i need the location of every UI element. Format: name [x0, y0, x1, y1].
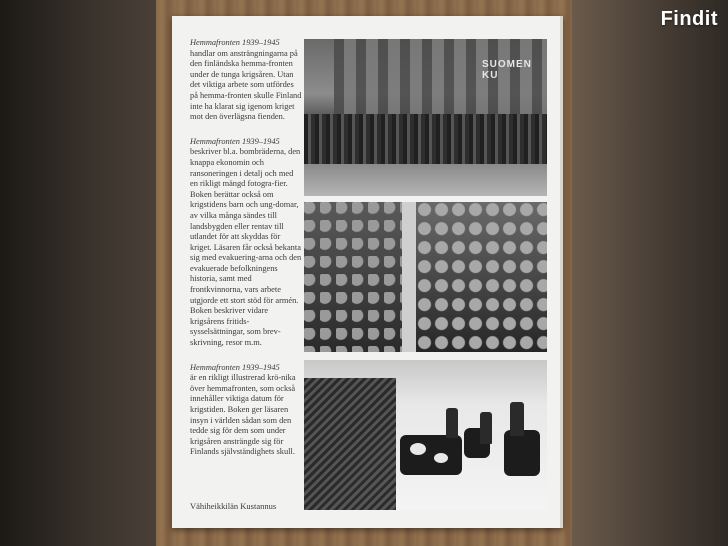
background-left: [0, 0, 156, 546]
paragraph-title: Hemmafronten 1939–1945: [190, 38, 280, 47]
blurb-paragraph-3: [190, 363, 302, 458]
photo-doorway: [402, 202, 416, 352]
photo-street: [304, 164, 547, 196]
person-figure: [446, 408, 458, 438]
photo-women-group: [304, 202, 547, 352]
background-right: [572, 0, 728, 546]
photo-crowd: [304, 114, 547, 164]
cow-spot: [410, 443, 426, 455]
person-figure: [510, 402, 524, 436]
person-figure: [480, 412, 492, 444]
paragraph-title: Hemmafronten 1939–1945: [190, 362, 280, 372]
paragraph-body: handlar om ansträngningarna på den finländska hemma-fronten under de tunga krigsåren. Utan det viktiga arbete som utfördes på hemma-fronten skulle Finland inte ha klarat sig igenom kriget mot den överlägsna fienden.: [190, 48, 302, 122]
blurb-paragraph-1: [190, 38, 302, 123]
photo-street-queue: [304, 39, 547, 196]
photo-women-right: [416, 202, 547, 352]
findit-watermark-logo: Findit: [660, 8, 718, 30]
cow-spot: [434, 453, 448, 463]
book-back-cover: [172, 16, 563, 528]
cow-figure: [400, 435, 462, 475]
paragraph-body: är en rikligt illustrerad krö-nika över hemmafronten, som också innehåller viktiga datum för krigstiden. Boken ger läsaren insyn i världen sådan som den tedde sig för dem som under krigsåren ansträngde sig för Finlands självständighets skull.: [190, 373, 296, 457]
photo-buildings: [334, 39, 547, 124]
photo-haystack: [304, 378, 396, 510]
photo-shop-sign: SUOMEN KU: [482, 59, 532, 81]
publisher-name: Vähiheikkilän Kustannus: [190, 501, 277, 511]
cow-figure: [504, 430, 540, 476]
photo-women-left: [304, 202, 402, 352]
blurb-text-column: [190, 38, 302, 472]
paragraph-body: beskriver bl.a. bombräderna, den knappa ekonomin och ransoneringen i detalj och med en rikligt mängd fotogra-fier. Boken berättar också om krigstidens barn och ung-domar, av vilka många sändes till landsbygden eller rentav till utlandet för att skyddas för kriget. Läsaren får också bekanta sig med evakuering-arna och den evakuerade befolkningens historia, samt med frontkvinnorna, vars arbete utgjorde ett stort stöd för armén. Boken beskriver vidare krigsårens fritids-sysselsättningar, som brev-skrivning, resor m.m.: [190, 147, 302, 348]
photo-cows-snow: [304, 360, 547, 510]
blurb-paragraph-2: [190, 137, 302, 349]
paragraph-title: Hemmafronten 1939–1945: [190, 136, 280, 146]
